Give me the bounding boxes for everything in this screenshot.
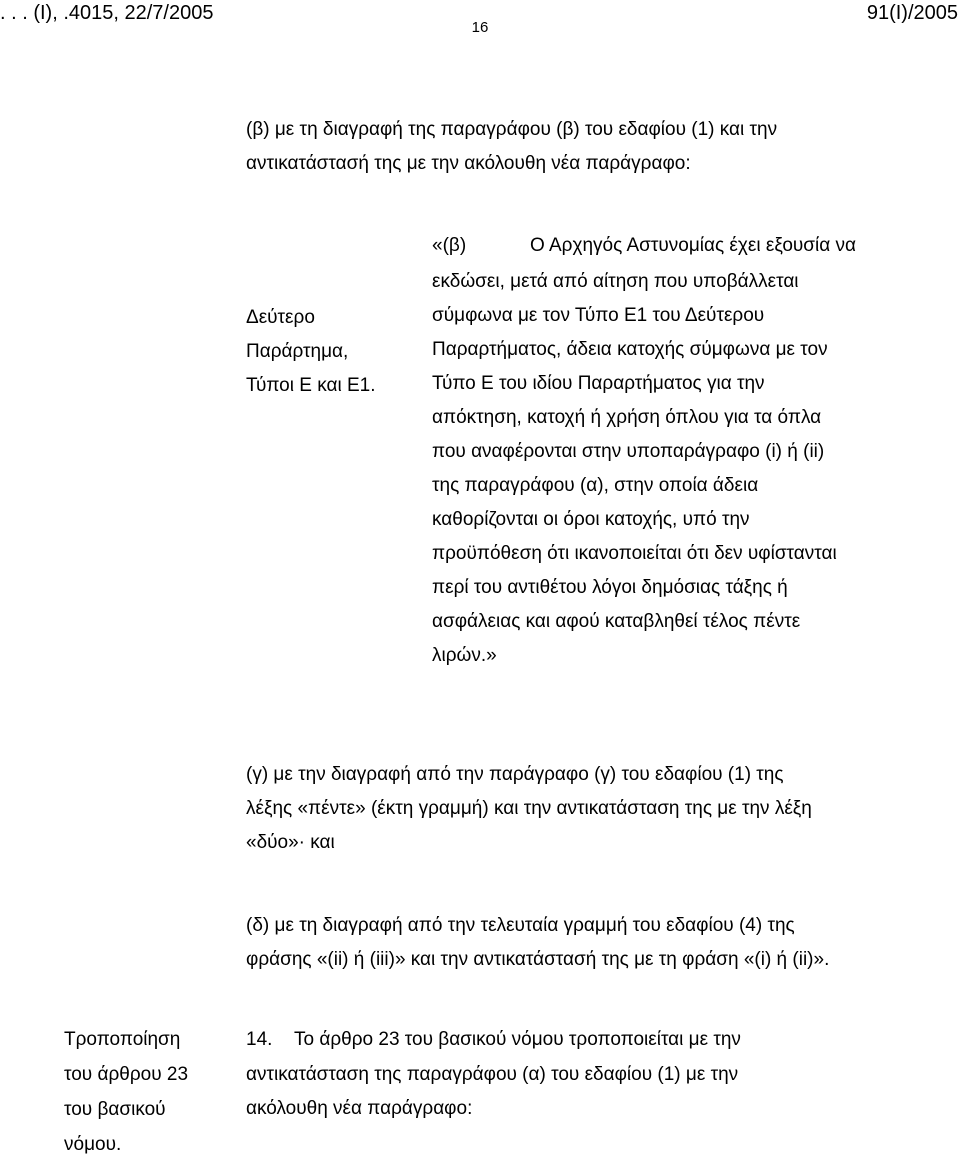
section-number: 14.	[246, 1029, 273, 1050]
margin-note-line: του βασικού	[64, 1099, 166, 1120]
quoted-line: εκδώσει, μετά από αίτηση που υποβάλλεται	[432, 271, 799, 292]
quoted-paragraph-label: «(β)	[432, 235, 467, 256]
quoted-paragraph-body	[432, 265, 837, 673]
paragraph-b	[246, 113, 777, 181]
paragraph-line: (γ) με την διαγραφή από την παράγραφο (γ) του εδαφίου (1) της	[246, 764, 784, 785]
paragraph-line: φράσης «(ii) ή (iii)» και την αντικατάστασή της με τη φράση «(i) ή (ii)».	[246, 949, 830, 970]
paragraph-line: λέξης «πέντε» (έκτη γραμμή) και την αντικατάσταση της με την λέξη	[246, 798, 812, 819]
quoted-line: προϋπόθεση ότι ικανοποιείται ότι δεν υφίστανται	[432, 543, 837, 564]
paragraph-line: αντικατάστασή της με την ακόλουθη νέα παράγραφο:	[246, 153, 691, 174]
quoted-line: καθορίζονται οι όροι κατοχής, υπό την	[432, 509, 750, 530]
page-number: 16	[471, 19, 489, 36]
header-left: . . . (Ι), .4015, 22/7/2005	[0, 2, 214, 24]
section-line: αντικατάσταση της παραγράφου (α) του εδαφίου (1) με την	[246, 1064, 739, 1085]
margin-note-amendment	[64, 1023, 188, 1163]
margin-note-line: Τύποι Ε και Ε1.	[246, 375, 376, 396]
section-first-line: Το άρθρο 23 του βασικού νόμου τροποποιείται με την	[294, 1029, 741, 1050]
quoted-line: απόκτηση, κατοχή ή χρήση όπλου για τα όπλα	[432, 407, 822, 428]
quoted-line: ασφάλειας και αφού καταβληθεί τέλος πέντε	[432, 611, 801, 632]
quoted-line: σύμφωνα με τον Τύπο Ε1 του Δεύτερου	[432, 305, 765, 326]
paragraph-line: (β) με τη διαγραφή της παραγράφου (β) του εδαφίου (1) και την	[246, 119, 778, 140]
quoted-line: Παραρτήματος, άδεια κατοχής σύμφωνα με τον	[432, 339, 828, 360]
quoted-line: που αναφέρονται στην υποπαράγραφο (i) ή (ii)	[432, 441, 825, 462]
margin-note-line: Τροποποίηση	[64, 1029, 181, 1050]
margin-note-line: Παράρτημα,	[246, 341, 349, 362]
margin-note-line: του άρθρου 23	[64, 1064, 189, 1085]
header-right: 91(Ι)/2005	[866, 2, 958, 24]
paragraph-c	[246, 758, 812, 860]
quoted-line: της παραγράφου (α), στην οποία άδεια	[432, 475, 759, 496]
section-line: ακόλουθη νέα παράγραφο:	[246, 1098, 473, 1119]
paragraph-line: «δύο»· και	[246, 832, 335, 853]
paragraph-d	[246, 909, 829, 977]
quoted-line: Τύπο Ε του ιδίου Παραρτήματος για την	[432, 373, 765, 394]
margin-note-schedule	[246, 301, 375, 403]
quoted-paragraph-first-line: Ο Αρχηγός Αστυνομίας έχει εξουσία να	[530, 235, 856, 256]
section-body	[246, 1058, 738, 1126]
paragraph-line: (δ) με τη διαγραφή από την τελευταία γραμμή του εδαφίου (4) της	[246, 915, 795, 936]
margin-note-line: Δεύτερο	[246, 307, 315, 328]
quoted-line: λιρών.»	[432, 645, 497, 666]
quoted-line: περί του αντιθέτου λόγοι δημόσιας τάξης ή	[432, 577, 788, 598]
margin-note-line: νόμου.	[64, 1134, 122, 1155]
